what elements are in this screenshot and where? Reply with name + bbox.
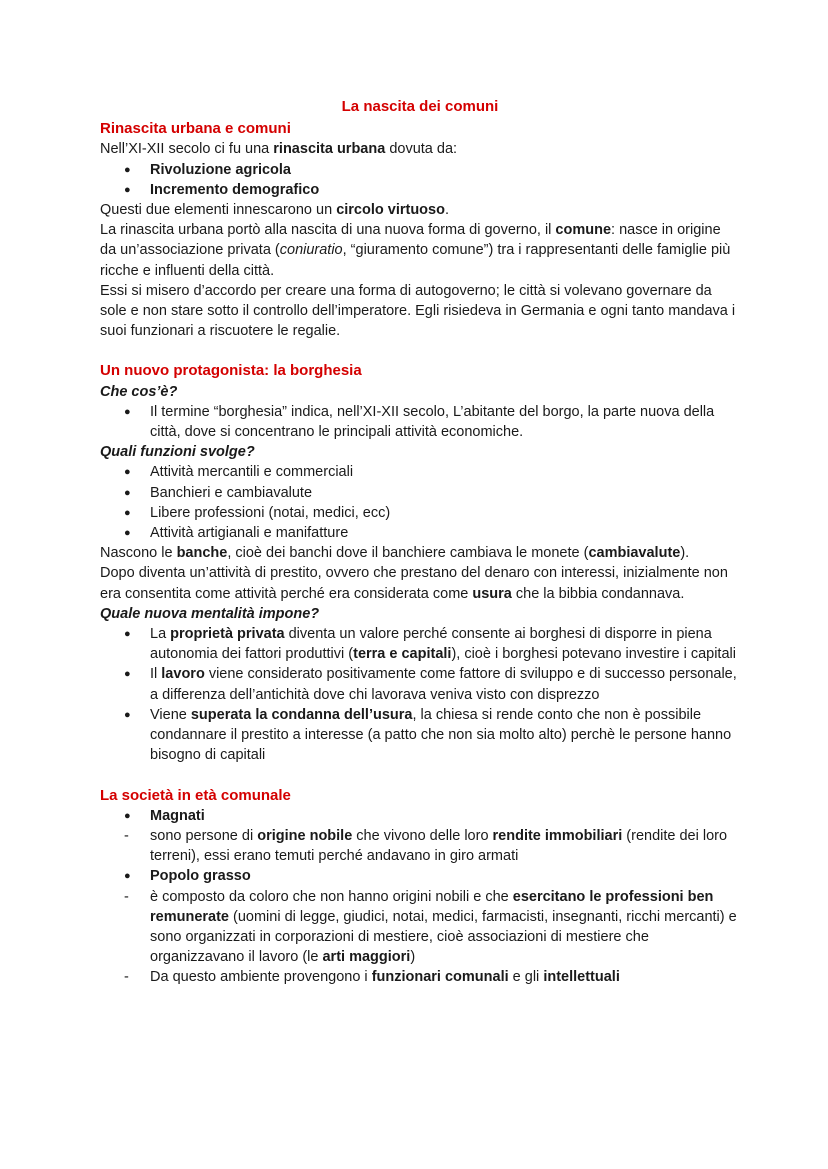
list-item: ● Attività mercantili e commerciali — [100, 462, 740, 482]
dash-list — [100, 887, 740, 988]
bullet-list-mentality — [100, 624, 740, 765]
list-item: ● Incremento demografico — [100, 180, 740, 200]
subheading-question: Che cos’è? — [100, 383, 178, 400]
list-item: - è composto da coloro che non hanno origini nobili e che esercitano le professioni ben remunerate (uomini di legge, giudici, notai, medici, farmacisti, insegnanti, ricchi mercanti) e sono organizzati in corporazioni di mestiere, cioè associazioni di mestiere che organizzavano il lavoro (le arti maggiori) — [100, 887, 740, 968]
subheading-question: Quali funzioni svolge? — [100, 444, 255, 461]
list-item: ● Il lavoro viene considerato positivamente come fattore di sviluppo e di successo personale, a differenza dell’antichità dove chi lavorava veniva visto con disprezzo — [100, 664, 740, 704]
section-heading-borghesia: Un nuovo protagonista: la borghesia — [100, 362, 362, 380]
subheading-question: Quale nuova mentalità impone? — [100, 605, 320, 622]
bullet-list — [100, 402, 740, 442]
list-item: ● Viene superata la condanna dell’usura, la chiesa si rende conto che non è possibile condannare il prestito a interesse (a patto che non sia molto alto) perchè le persone hanno bisogno di capitali — [100, 705, 740, 766]
document-page — [100, 97, 740, 988]
section-heading-societa: La società in età comunale — [100, 786, 291, 804]
bullet-list — [100, 806, 740, 826]
list-item: ● Banchieri e cambiavalute — [100, 483, 740, 503]
list-item: ● Attività artigianali e manifatture — [100, 523, 740, 543]
list-item: ● Rivoluzione agricola — [100, 160, 740, 180]
page-title: La nascita dei comuni — [341, 98, 499, 115]
list-item: ● Il termine “borghesia” indica, nell’XI-XII secolo, L’abitante del borgo, la parte nuova della città, dove si concentrano le principali attività economiche. — [100, 402, 740, 442]
paragraph: Questi due elementi innescarono un circolo virtuoso. — [100, 202, 449, 219]
list-item: ● Popolo grasso — [100, 866, 740, 886]
bullet-list-causes — [100, 160, 740, 200]
paragraph-intro: Nell’XI-XII secolo ci fu una rinascita urbana dovuta da: — [100, 141, 458, 158]
bullet-list-functions — [100, 462, 740, 543]
list-item: - sono persone di origine nobile che vivono delle loro rendite immobiliari (rendite dei loro terreni), essi erano temuti perché andavano in giro armati — [100, 826, 740, 866]
bullet-list — [100, 866, 740, 886]
paragraph: Dopo diventa un’attività di prestito, ovvero che prestano del denaro con interessi, inizialmente non era consentita come attività perché era considerata come usura che la bibbia condannava. — [100, 565, 728, 602]
list-item: ● Libere professioni (notai, medici, ecc) — [100, 503, 740, 523]
section-heading-rinascita: Rinascita urbana e comuni — [100, 120, 291, 138]
list-item: ● Magnati — [100, 806, 740, 826]
dash-list — [100, 826, 740, 866]
paragraph: Nascono le banche, cioè dei banchi dove il banchiere cambiava le monete (cambiavalute). — [100, 545, 690, 562]
list-item: ● La proprietà privata diventa un valore perché consente ai borghesi di disporre in piena autonomia dei fattori produttivi (terra e capitali), cioè i borghesi potevano investire i capitali — [100, 624, 740, 664]
list-item: - Da questo ambiente provengono i funzionari comunali e gli intellettuali — [100, 967, 740, 987]
paragraph: Essi si misero d’accordo per creare una forma di autogoverno; le città si volevano governare da sole e non stare sotto il controllo dell’imperatore. Egli risiedeva in Germania e ogni tanto mandava i suoi funzionari a riscuotere le regalie. — [100, 282, 736, 340]
paragraph: La rinascita urbana portò alla nascita di una nuova forma di governo, il comune: nasce in origine da un’associazione privata (coniuratio, “giuramento comune”) tra i rappresentanti delle famiglie più ricche e influenti della città. — [100, 222, 731, 279]
